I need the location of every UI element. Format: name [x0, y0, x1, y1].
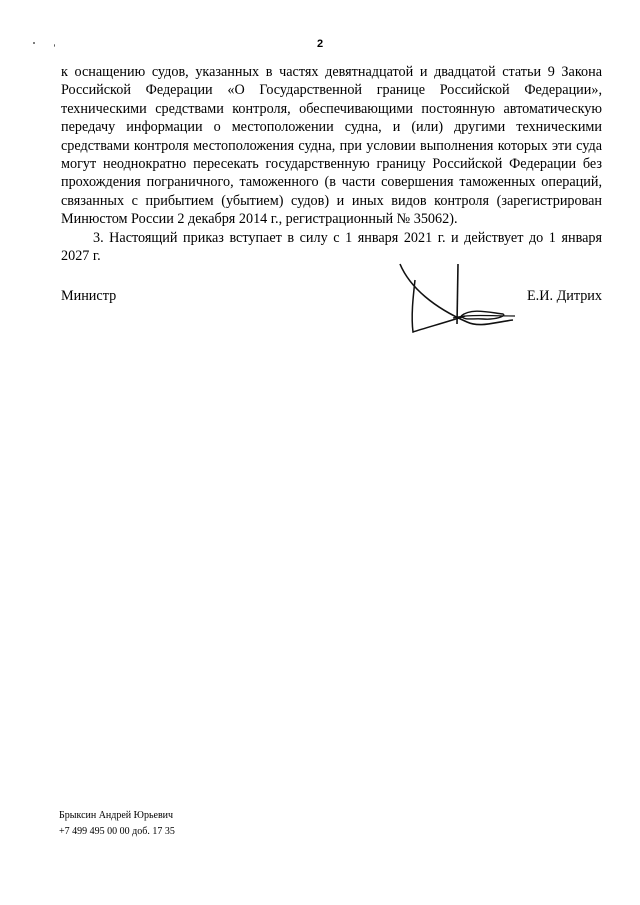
- executor-phone: +7 499 495 00 00 доб. 17 35: [59, 826, 175, 837]
- page-number: 2: [316, 38, 324, 50]
- executor-name: Брыксин Андрей Юрьевич: [59, 810, 174, 821]
- handwritten-signature: [395, 258, 520, 338]
- document-body: [61, 63, 602, 265]
- signature-block: [61, 288, 602, 310]
- paragraph-3: 3. Настоящий приказ вступает в силу с 1 января 2021 г. и действует до 1 января 2027 г.: [61, 229, 602, 265]
- executor-info: [59, 808, 175, 840]
- signatory-title: Министр: [61, 288, 117, 304]
- signatory-name: Е.И. Дитрих: [527, 288, 602, 304]
- paragraph-continuation: к оснащению судов, указанных в частях девятнадцатой и двадцатой статьи 9 Закона Российской Федерации «О Государственной границе Российской Федерации», техническими средствами контроля, обеспечивающими постоянную автоматическую передачу информации о местоположении судна, и (или) другими техническими средствами контроля местоположения судна, при условии выполнения которых эти суда могут неоднократно пересекать государственную границу Российской Федерации без прохождения пограничного, таможенного (в части совершения таможенных операций, связанных с прибытием (убытием) судов) и иных видов контроля (зарегистрирован Минюстом России 2 декабря 2014 г., регистрационный № 35062).: [61, 64, 602, 228]
